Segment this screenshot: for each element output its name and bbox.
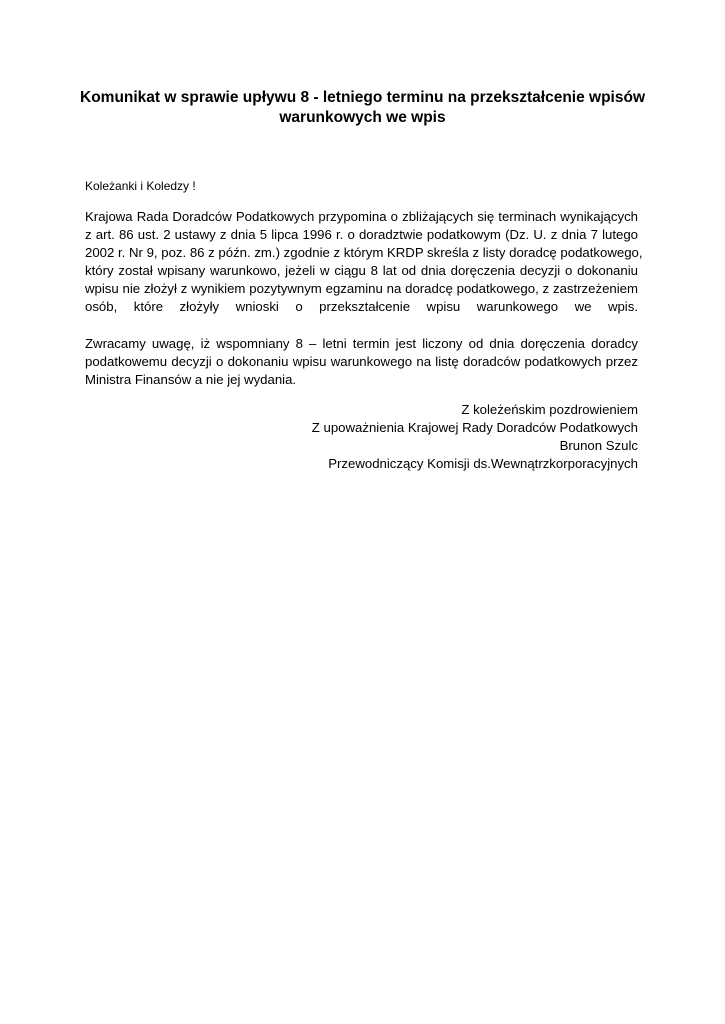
signature-line: Z upoważnienia Krajowej Rady Doradców Podatkowych [311,420,638,435]
signature-block [312,401,638,473]
paragraph-line: który został wpisany warunkowo, jeżeli w ciągu 8 lat od dnia doręczenia decyzji o dokonaniu [85,263,638,278]
document-title [80,88,645,128]
signature-line: Z koleżeńskim pozdrowieniem [461,402,638,417]
title-line: warunkowych we wpis [279,109,446,126]
paragraph-note [85,335,638,389]
paragraph-line: z art. 86 ust. 2 ustawy z dnia 5 lipca 1996 r. o doradztwie podatkowym (Dz. U. z dnia 7 lutego [85,227,638,242]
paragraph-reminder [85,208,643,316]
signature-line: Przewodniczący Komisji ds.Wewnątrzkorporacyjnych [328,456,638,471]
title-line: Komunikat w sprawie upływu 8 - letniego terminu na przekształcenie wpisów [80,89,646,106]
paragraph-line: Zwracamy uwagę, iż wspomniany 8 – letni termin jest liczony od dnia doręczenia doradcy [85,336,638,351]
paragraph-line: Krajowa Rada Doradców Podatkowych przypomina o zbliżających się terminach wynikających [85,209,638,224]
paragraph-line: 2002 r. Nr 9, poz. 86 z późn. zm.) zgodnie z którym KRDP skreśla z listy doradcę podatkowego, [85,245,643,260]
signature-line: Brunon Szulc [559,438,638,453]
greeting: Koleżanki i Koledzy ! [85,179,196,193]
paragraph-line: podatkowemu decyzji o dokonaniu wpisu warunkowego na listę doradców podatkowych przez [85,354,638,369]
paragraph-line: wpisu nie złożył z wynikiem pozytywnym egzaminu na doradcę podatkowego, z zastrzeżeniem [85,281,638,296]
paragraph-line: Ministra Finansów a nie jej wydania. [85,372,297,387]
paragraph-line: osób, które złożyły wnioski o przekształcenie wpisu warunkowego we wpis. [85,299,638,314]
